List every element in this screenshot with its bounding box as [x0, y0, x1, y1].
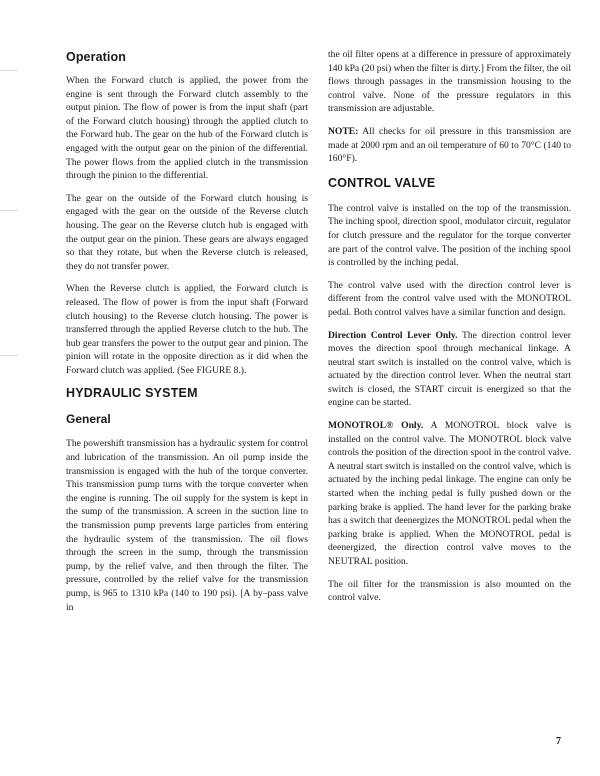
scan-artifact	[0, 355, 18, 356]
monotrol-paragraph	[328, 419, 571, 569]
note-paragraph	[328, 125, 571, 166]
direction-lever-paragraph	[328, 329, 571, 411]
right-column	[328, 48, 571, 614]
general-heading: General	[66, 412, 111, 427]
direction-lever-label: Direction Control Lever Only.	[328, 329, 458, 341]
continued-paragraph: the oil filter opens at a difference in pressure of approximately 140 kPa (20 psi) when the filter is dirty.] From the filter, the oil flows through passages in the transmission housing to the control valve. None of the pressure regulators in this transmission are adjustable.	[328, 49, 571, 115]
operation-paragraph-3: When the Reverse clutch is applied, the Forward clutch is released. The flow of power is from the input shaft (Forward clutch housing) to the Reverse clutch housing. The power is transferred through the applied Reverse clutch to the hub. The hub gear transfers the power to the output gear and pinion. The pinion will rotate in the opposite direction as it did when the Forward clutch was applied. (See FIGURE 8.).	[66, 283, 308, 376]
page-number: 7	[556, 736, 561, 747]
direction-lever-text: The direction control lever moves the direction spool through mechanical linkage. A neutral start switch is installed on the control valve, which is actuated by the direction control lever. When the neutral start switch is closed, the START circuit is energized so that the engine can be started.	[328, 329, 571, 409]
hydraulic-system-heading: HYDRAULIC SYSTEM	[66, 386, 198, 401]
monotrol-text: A MONOTROL block valve is installed on the control valve. The MONOTROL block valve controls the position of the direction spool in the control valve. A neutral start switch is installed on the control valve, which is actuated by the inching pedal linkage. The engine can only be started when the inching pedal is fully pushed down or the parking brake is applied. The hand lever for the parking brake has a switch that deenergizes the MONOTROL pedal when the parking brake is applied. When the MONOTROL pedal is deenergized, the direction control valve moves to the NEUTRAL position.	[328, 420, 571, 567]
control-valve-heading: CONTROL VALVE	[328, 175, 436, 190]
control-valve-paragraph-2: The control valve used with the direction control lever is different from the control valve used with the MONOTROL pedal. Both control valves have a similar function and design.	[328, 279, 571, 318]
scan-artifact	[0, 210, 18, 211]
filter-paragraph: The oil filter for the transmission is also mounted on the control valve.	[328, 578, 571, 604]
scan-artifact	[0, 70, 18, 71]
operation-paragraph-1: When the Forward clutch is applied, the power from the engine is sent through the Forward clutch assembly to the output pinion. The flow of power is from the input shaft (part of the Forward clutch housing) through the applied clutch to the Forward hub. The gear on the hub of the Forward clutch is engaged with the output gear on the pinion of the differential. The power flows from the applied clutch in the transmission through the pinion to the differential.	[66, 75, 308, 182]
operation-heading: Operation	[66, 50, 126, 64]
left-column	[66, 48, 308, 623]
general-paragraph: The powershift transmission has a hydraulic system for control and lubrication of the transmission. An oil pump inside the transmission is engaged with the hub of the torque converter. This transmission pump turns with the torque converter when the engine is running. The oil supply for the system is kept in the sump of the transmission. A screen in the suction line to the transmission pump prevents large particles from entering the hydraulic system of the transmission. The oil flows through the screen in the sump, through the transmission pump, by the relief valve, and then through the filter. The pressure, controlled by the relief valve for the transmission pump, is 965 to 1310 kPa (140 to 190 psi). [A by–pass valve in	[66, 438, 308, 613]
control-valve-paragraph-1: The control valve is installed on the top of the transmission. The inching spool, direction spool, modulator circuit, regulator for clutch pressure and the regulator for the torque converter are part of the control valve. The position of the inching spool is controlled by the inching pedal.	[328, 202, 571, 269]
monotrol-label: MONOTROL® Only.	[328, 420, 424, 432]
note-label: NOTE:	[328, 125, 359, 137]
note-text: All checks for oil pressure in this transmission are made at 2000 rpm and an oil temperature of 60 to 70°C (140 to 160°F).	[328, 125, 571, 165]
operation-paragraph-2: The gear on the outside of the Forward clutch housing is engaged with the gear on the outside of the Reverse clutch housing. The gear on the Reverse clutch hub is engaged with the output gear on the pinion. These gears are always engaged so that they rotate, but when the Reverse clutch is released, they do not transfer power.	[66, 192, 308, 272]
